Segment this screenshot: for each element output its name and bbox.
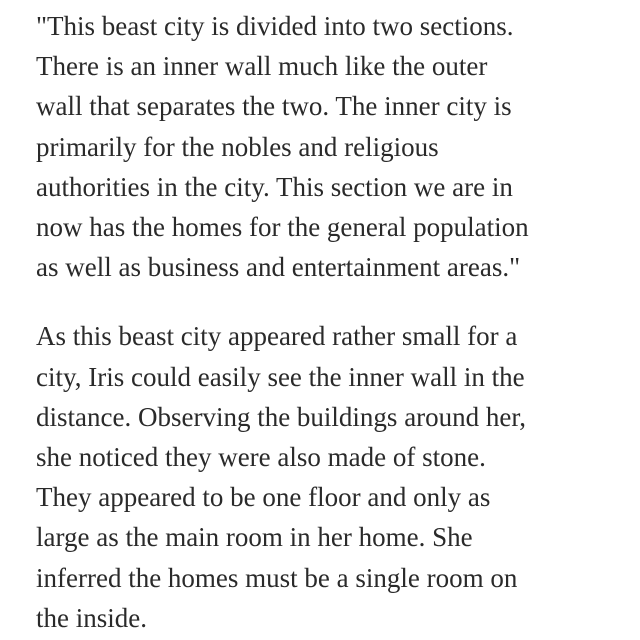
text-line: authorities in the city. This section we are in [36,171,513,202]
text-line: There is an inner wall much like the outer [36,51,488,82]
text-line: large as the main room in her home. She [36,522,473,553]
text-line: As this beast city appeared rather small for a [36,321,518,352]
document-page [36,6,628,638]
text-line: she noticed they were also made of stone. [36,442,486,473]
text-line: the inside. [36,602,147,633]
text-line: as well as business and entertainment areas." [36,252,521,283]
text-line: "This beast city is divided into two sections. [36,11,514,41]
text-line: They appeared to be one floor and only as [36,482,491,513]
text-line: inferred the homes must be a single room on [36,562,518,593]
text-line: wall that separates the two. The inner city is [36,91,512,122]
text-line: primarily for the nobles and religious [36,131,439,162]
text-line: now has the homes for the general population [36,212,529,243]
paragraph-dialogue [36,6,628,287]
text-line: distance. Observing the buildings around her, [36,401,527,432]
text-line: city, Iris could easily see the inner wall in the [36,361,525,392]
paragraph-narration [36,316,628,638]
